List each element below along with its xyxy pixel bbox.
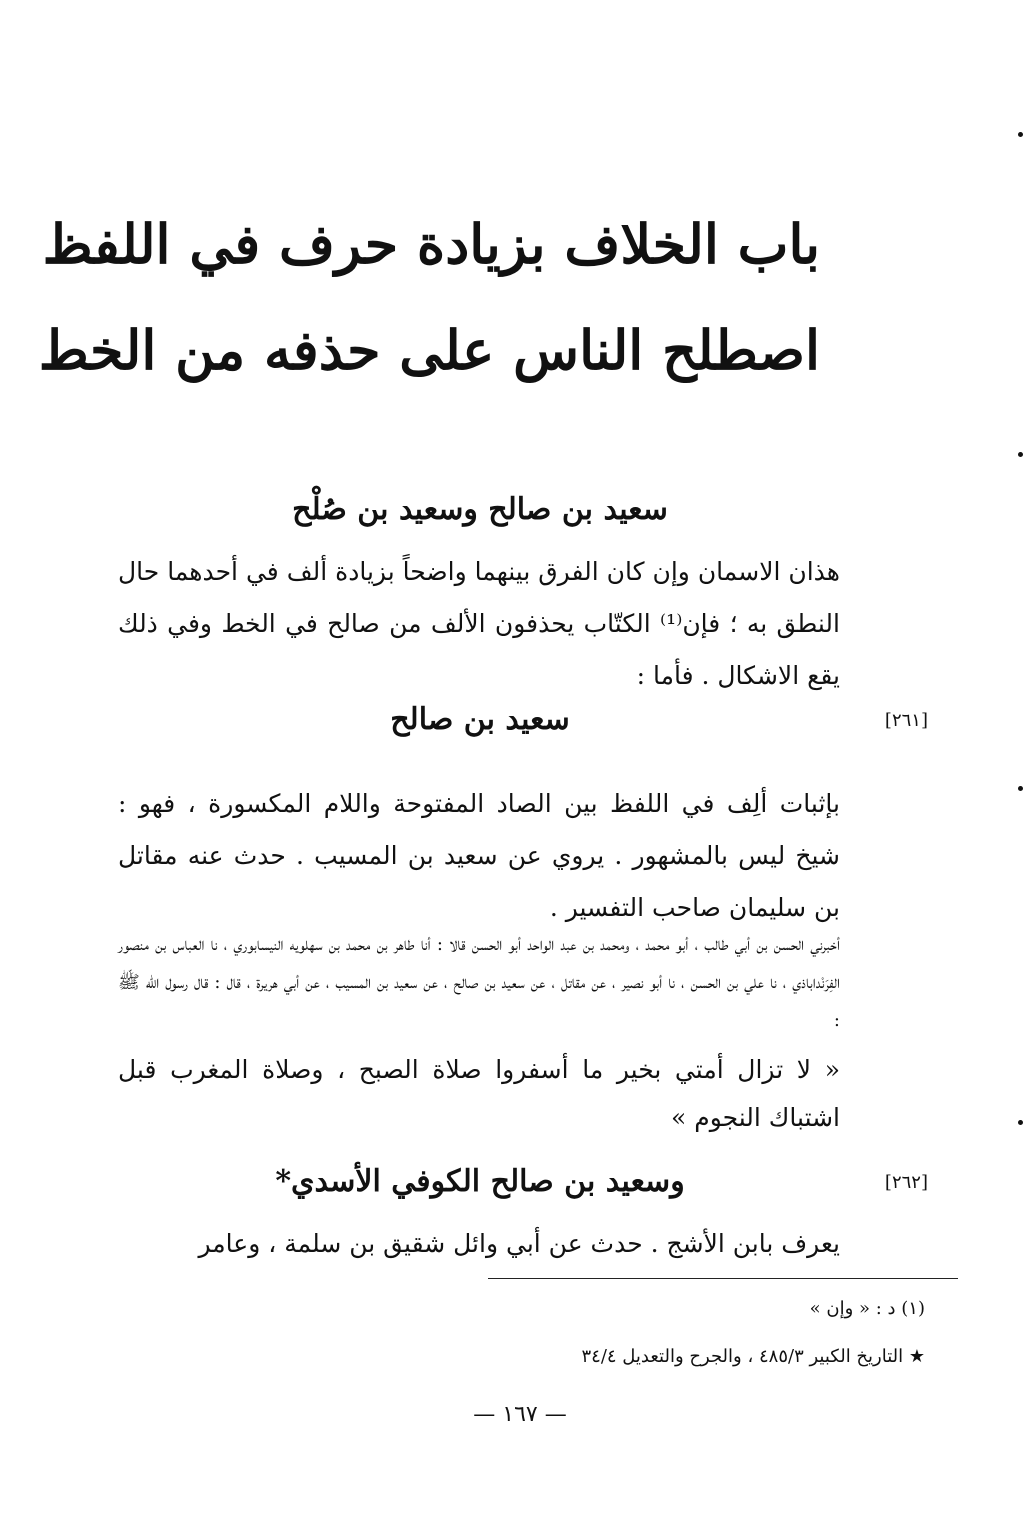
entry-262-heading: وسعيد بن صالح الكوفي الأسدي*: [275, 1164, 685, 1199]
chapter-title-line-2: اصطلح الناس على حذفه من الخط: [38, 318, 820, 382]
entry-261-hadith: « لا تزال أمتي بخير ما أسفروا صلاة الصبح ، وصلاة المغرب قبل اشتباك النجوم »: [118, 1055, 840, 1132]
footnote-separator: [488, 1278, 958, 1279]
edge-mark: [1018, 452, 1023, 457]
entry-number-261: [٢٦١]: [884, 710, 928, 731]
edge-mark: [1018, 786, 1023, 791]
entry-number-262: [٢٦٢]: [884, 1172, 928, 1193]
footnote-1: (١) د : « وإن »: [809, 1298, 925, 1319]
chapter-title-line-1: باب الخلاف بزيادة حرف في اللفظ: [42, 212, 820, 276]
entry-261-paragraph: بإثبات ألِف في اللفظ بين الصاد المفتوحة واللام المكسورة ، فهو : شيخ ليس بالمشهور . يروي عن سعيد بن المسيب . حدث عنه مقاتل بن سليمان صاحب التفسير .: [118, 789, 840, 922]
entry-261-heading: سعيد بن صالح: [390, 702, 570, 737]
section-heading: سعيد بن صالح وسعيد بن صُلْح: [292, 492, 668, 527]
page-number: — ١٦٧ —: [473, 1402, 567, 1427]
section-intro-paragraph: هذان الاسمان وإن كان الفرق بينهما واضحاً بزيادة ألف في أحدهما حال النطق به ؛ فإن⁽¹⁾ الكتّاب يحذفون الألف من صالح في الخط وفي ذلك يقع الاشكال . فأما :: [118, 557, 840, 690]
entry-261-isnad: أخبرني الحسن بن أبي طالب ، أبو محمد ، ومحمد بن عبد الواحد أبو الحسن قالا : أنا طاهر بن محمد بن سهلويه النيسابوري ، نا العباس بن منصور الفِرَنْداباذي ، نا علي بن الحسن ، نا أبو نصير ، عن مقاتل ، عن سعيد بن صالح ، عن سعيد بن المسيب ، عن أبي هريرة ، قال : قال رسول الله ﷺ :: [118, 934, 840, 1031]
entry-262-paragraph: يعرف بابن الأشج . حدث عن أبي وائل شقيق بن سلمة ، وعامر: [198, 1229, 840, 1258]
footnote-star: ★ التاريخ الكبير ٤٨٥/٣ ، والجرح والتعديل ٣٤/٤: [581, 1346, 925, 1367]
edge-mark: [1018, 1120, 1023, 1125]
edge-mark: [1018, 132, 1023, 137]
